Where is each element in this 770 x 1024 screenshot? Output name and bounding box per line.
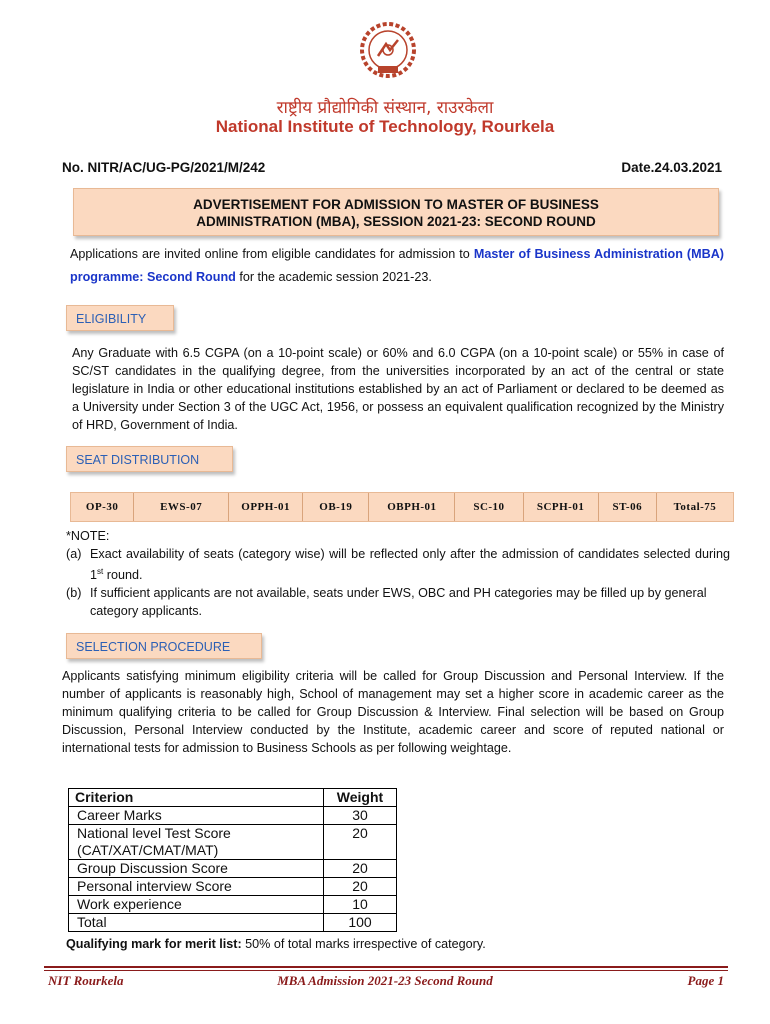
seat-cell: ST-06 — [599, 493, 657, 521]
table-row: National level Test Score (CAT/XAT/CMAT/MAT) 20 — [69, 825, 397, 860]
seat-cell: OBPH-01 — [369, 493, 455, 521]
note-title: *NOTE: — [66, 529, 110, 543]
table-row: Group Discussion Score 20 — [69, 860, 397, 878]
seat-cell: EWS-07 — [134, 493, 229, 521]
eligibility-text: Any Graduate with 6.5 CGPA (on a 10-point scale) or 60% and 6.0 CGPA (on a 10-point scale) or 55% in case of SC/ST candidates in the qualifying degree, from the universities incorporated by an act of the central or state legislature in India or other educational institutions established by an act of Parliament or declared to be deemed as a University under Section 3 of the UGC Act, 1956, or possess an equivalent qualification recognized by the Ministry of HRD, Government of India. — [72, 346, 724, 432]
footer-divider-thin — [44, 970, 728, 971]
reference-number: No. NITR/AC/UG-PG/2021/M/242 — [62, 160, 266, 175]
table-row: Work experience 10 — [69, 896, 397, 914]
document-date: Date.24.03.2021 — [621, 160, 722, 175]
institute-name: National Institute of Technology, Rourkela — [215, 117, 555, 136]
program-name: Master of Business Administration (MBA) programme: Second Round — [70, 247, 725, 284]
seat-cell: OB-19 — [303, 493, 369, 521]
seat-distribution-heading: SEAT DISTRIBUTION — [66, 446, 233, 472]
qualifying-mark: Qualifying mark for merit list: 50% of total marks irrespective of category. — [66, 937, 486, 951]
weight-header: Weight — [324, 789, 397, 807]
table-header-row — [69, 789, 397, 807]
seat-cell: OP-30 — [71, 493, 134, 521]
selection-procedure-heading: SELECTION PROCEDURE — [66, 633, 262, 659]
table-row: Personal interview Score 20 — [69, 878, 397, 896]
seat-cell: Total-75 — [673, 501, 717, 513]
footer-divider — [44, 966, 728, 968]
intro-paragraph: Applications are invited online from eligible candidates for admission to Master of Business Administration (MBA) programme: Second Round for the academic session 2021-23. — [70, 247, 725, 284]
institute-name-hindi: राष्ट्रीय प्रौद्योगिकी संस्थान, राउरकेला — [276, 98, 494, 118]
seat-distribution-table — [70, 492, 734, 522]
weightage-table — [68, 788, 397, 932]
footer-page-number: Page 1 — [687, 973, 724, 988]
note-a: (a) Exact availability of seats (category wise) will be reflected only after the admission of candidates selected during 1st round. — [66, 547, 730, 583]
table-row: Career Marks 30 — [69, 807, 397, 825]
advertisement-title — [73, 188, 719, 236]
title-line-2: ADMINISTRATION (MBA), SESSION 2021-23: SECOND ROUND — [196, 214, 596, 229]
seat-cell: OPPH-01 — [229, 493, 303, 521]
seat-cell: SCPH-01 — [524, 493, 599, 521]
nitr-logo — [360, 22, 416, 78]
footer-center: MBA Admission 2021-23 Second Round — [277, 973, 493, 988]
table-row: Total 100 — [69, 914, 397, 932]
seat-note — [66, 527, 730, 620]
note-b: (b) If sufficient applicants are not available, seats under EWS, OBC and PH categories may be filled up by general category applicants. — [66, 586, 707, 619]
criterion-header: Criterion — [69, 789, 324, 807]
eligibility-heading: ELIGIBILITY — [66, 305, 174, 331]
footer-left: NIT Rourkela — [48, 973, 124, 988]
title-line-1: ADVERTISEMENT FOR ADMISSION TO MASTER OF BUSINESS — [193, 197, 599, 212]
selection-text: Applicants satisfying minimum eligibility criteria will be called for Group Discussion and Personal Interview. If the number of applicants is reasonably high, School of management may set a higher score in academic career as the minimum qualifying criteria to be called for Group Discussion & Interview. Final selection will be based on Group Discussion, Personal Interview conducted by the Institute, academic career and score of reputed national or international tests for admission to Business Schools as per following weightage. — [62, 669, 724, 755]
seat-cell: SC-10 — [455, 493, 523, 521]
